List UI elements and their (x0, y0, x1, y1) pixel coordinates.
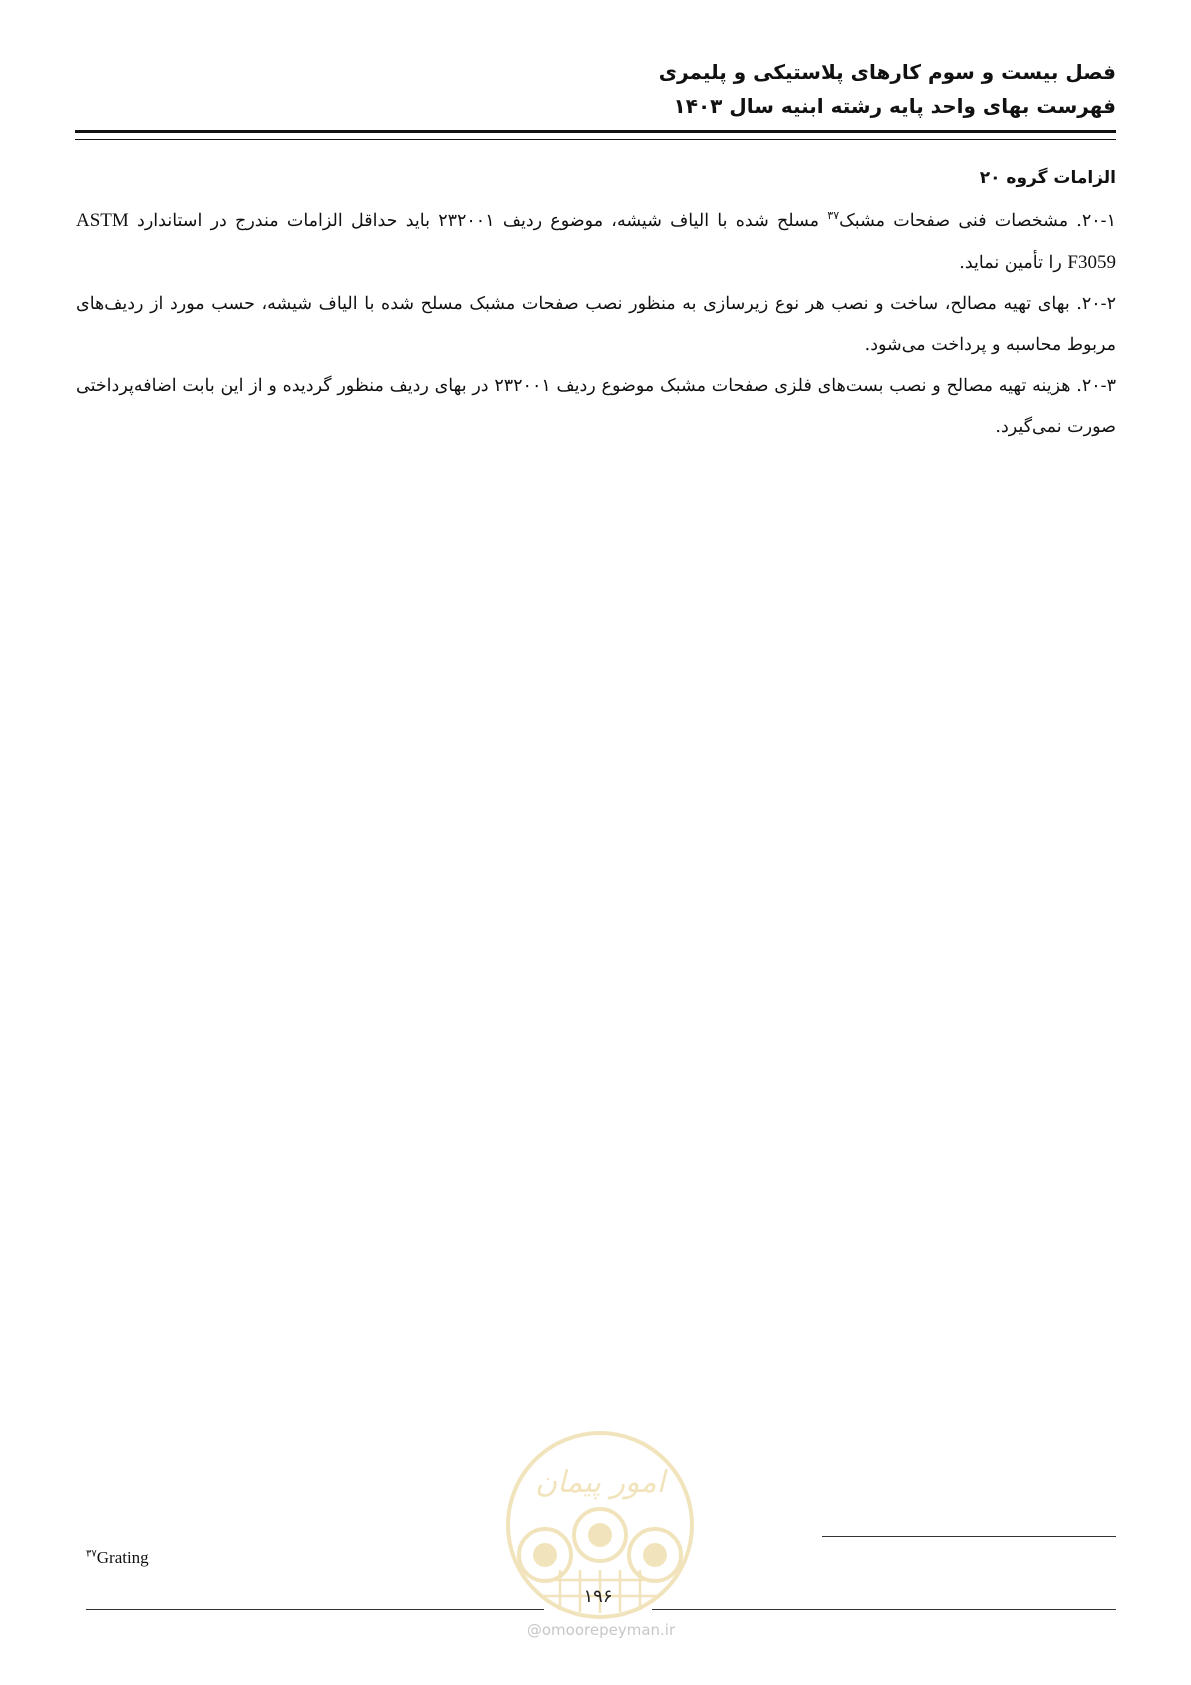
footnote-separator (822, 1536, 1116, 1537)
page-number: ۱۹۶ (583, 1586, 613, 1607)
item-1-text-middle: مسلح شده با الیاف شیشه، موضوع ردیف ۲۳۲۰۰۱ باید حداقل الزامات مندرج در استاندارد (128, 211, 828, 231)
requirement-item-2: ۲۰-۲. بهای تهیه مصالح، ساخت و نصب هر نوع زیرسازی به منظور نصب صفحات مشبک مسلح شده با الیاف شیشه، حسب مورد از ردیف‌های مربوط محاسبه و پرداخت می‌شود. (76, 294, 1116, 355)
header-double-rule (75, 130, 1116, 140)
watermark-site: @omoorepeyman.ir (526, 1621, 676, 1639)
footer-rule-right (652, 1609, 1116, 1610)
page-content (76, 158, 1116, 448)
group-title: الزامات گروه ۲۰ (979, 168, 1116, 188)
footer-rule-left (86, 1609, 544, 1610)
requirement-item-3: ۲۰-۳. هزینه تهیه مصالح و نصب بست‌های فلزی صفحات مشبک موضوع ردیف ۲۳۲۰۰۱ در بهای ردیف منظور گردیده و از این بابت اضافه‌پرداختی صورت نمی‌گیرد. (76, 376, 1116, 437)
page-header (76, 55, 1116, 123)
requirement-item-1 (76, 200, 1116, 284)
price-list-title: فهرست بهای واحد پایه رشته ابنیه سال ۱۴۰۳ (673, 94, 1116, 118)
chapter-title: فصل بیست و سوم کارهای پلاستیکی و پلیمری (658, 60, 1116, 84)
standard-code: ASTM F3059 (76, 210, 1116, 273)
item-1-text-before: ۲۰-۱. مشخصات فنی صفحات مشبک (839, 211, 1116, 231)
footnote-reference: ۳۷ (827, 209, 840, 223)
item-1-text-after: را تأمین نماید. (959, 253, 1068, 273)
footnote (86, 1548, 149, 1568)
svg-text:امور پیمان: امور پیمان (535, 1465, 665, 1500)
footnote-text: Grating (96, 1548, 149, 1567)
footnote-number: ۳۷ (86, 1548, 97, 1560)
